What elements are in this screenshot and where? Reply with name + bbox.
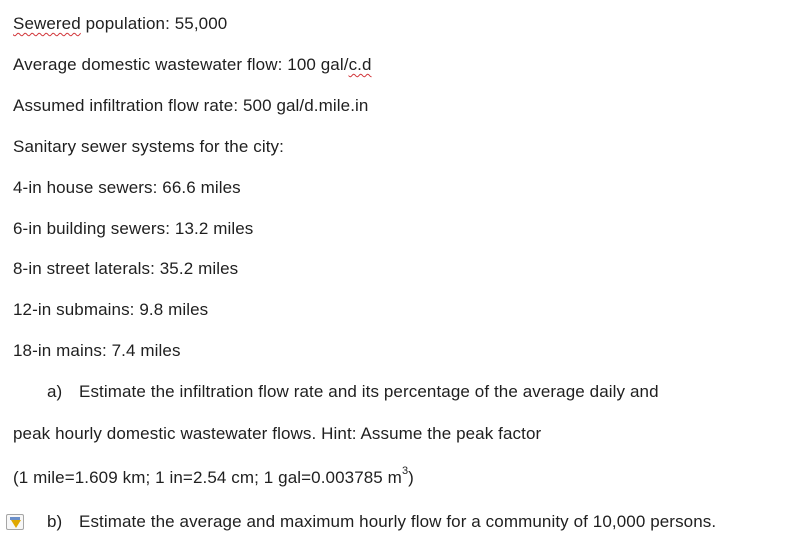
paste-options-icon[interactable]	[6, 514, 24, 530]
paste-bolt-shape	[11, 520, 21, 528]
average-flow-text: Average domestic wastewater flow: 100 gal/	[13, 55, 349, 74]
sewer-line-house: 4-in house sewers: 66.6 miles	[13, 178, 241, 197]
spellcheck-flagged-word[interactable]: Sewered	[13, 14, 81, 33]
sewered-population-line	[13, 14, 227, 34]
spellcheck-flagged-unit[interactable]: c.d	[348, 55, 372, 74]
list-marker-a: a)	[47, 382, 63, 401]
list-marker-b: b)	[47, 512, 63, 531]
question-a	[47, 382, 659, 402]
sewer-line-mains: 18-in mains: 7.4 miles	[13, 341, 181, 360]
sewer-line-street-laterals: 8-in street laterals: 35.2 miles	[13, 259, 239, 278]
sewered-population-text: population: 55,000	[80, 14, 228, 33]
unit-conversions-text: (1 mile=1.609 km; 1 in=2.54 cm; 1 gal=0.003785 m	[13, 468, 402, 487]
unit-conversions-close: )	[408, 468, 414, 487]
average-flow-line	[13, 55, 372, 75]
sewer-line-building: 6-in building sewers: 13.2 miles	[13, 219, 254, 238]
sewer-systems-heading: Sanitary sewer systems for the city:	[13, 137, 284, 156]
sewer-line-submains: 12-in submains: 9.8 miles	[13, 300, 209, 319]
question-b-text: Estimate the average and maximum hourly flow for a community of 10,000 persons.	[79, 512, 717, 531]
infiltration-rate-line: Assumed infiltration flow rate: 500 gal/d.mile.in	[13, 96, 369, 115]
cubic-superscript: 3	[401, 465, 409, 478]
question-a-text: Estimate the infiltration flow rate and its percentage of the average daily and	[79, 382, 659, 401]
question-a-continuation: peak hourly domestic wastewater flows. Hint: Assume the peak factor	[13, 424, 542, 443]
unit-conversions-line	[13, 465, 414, 488]
question-b	[47, 512, 716, 532]
